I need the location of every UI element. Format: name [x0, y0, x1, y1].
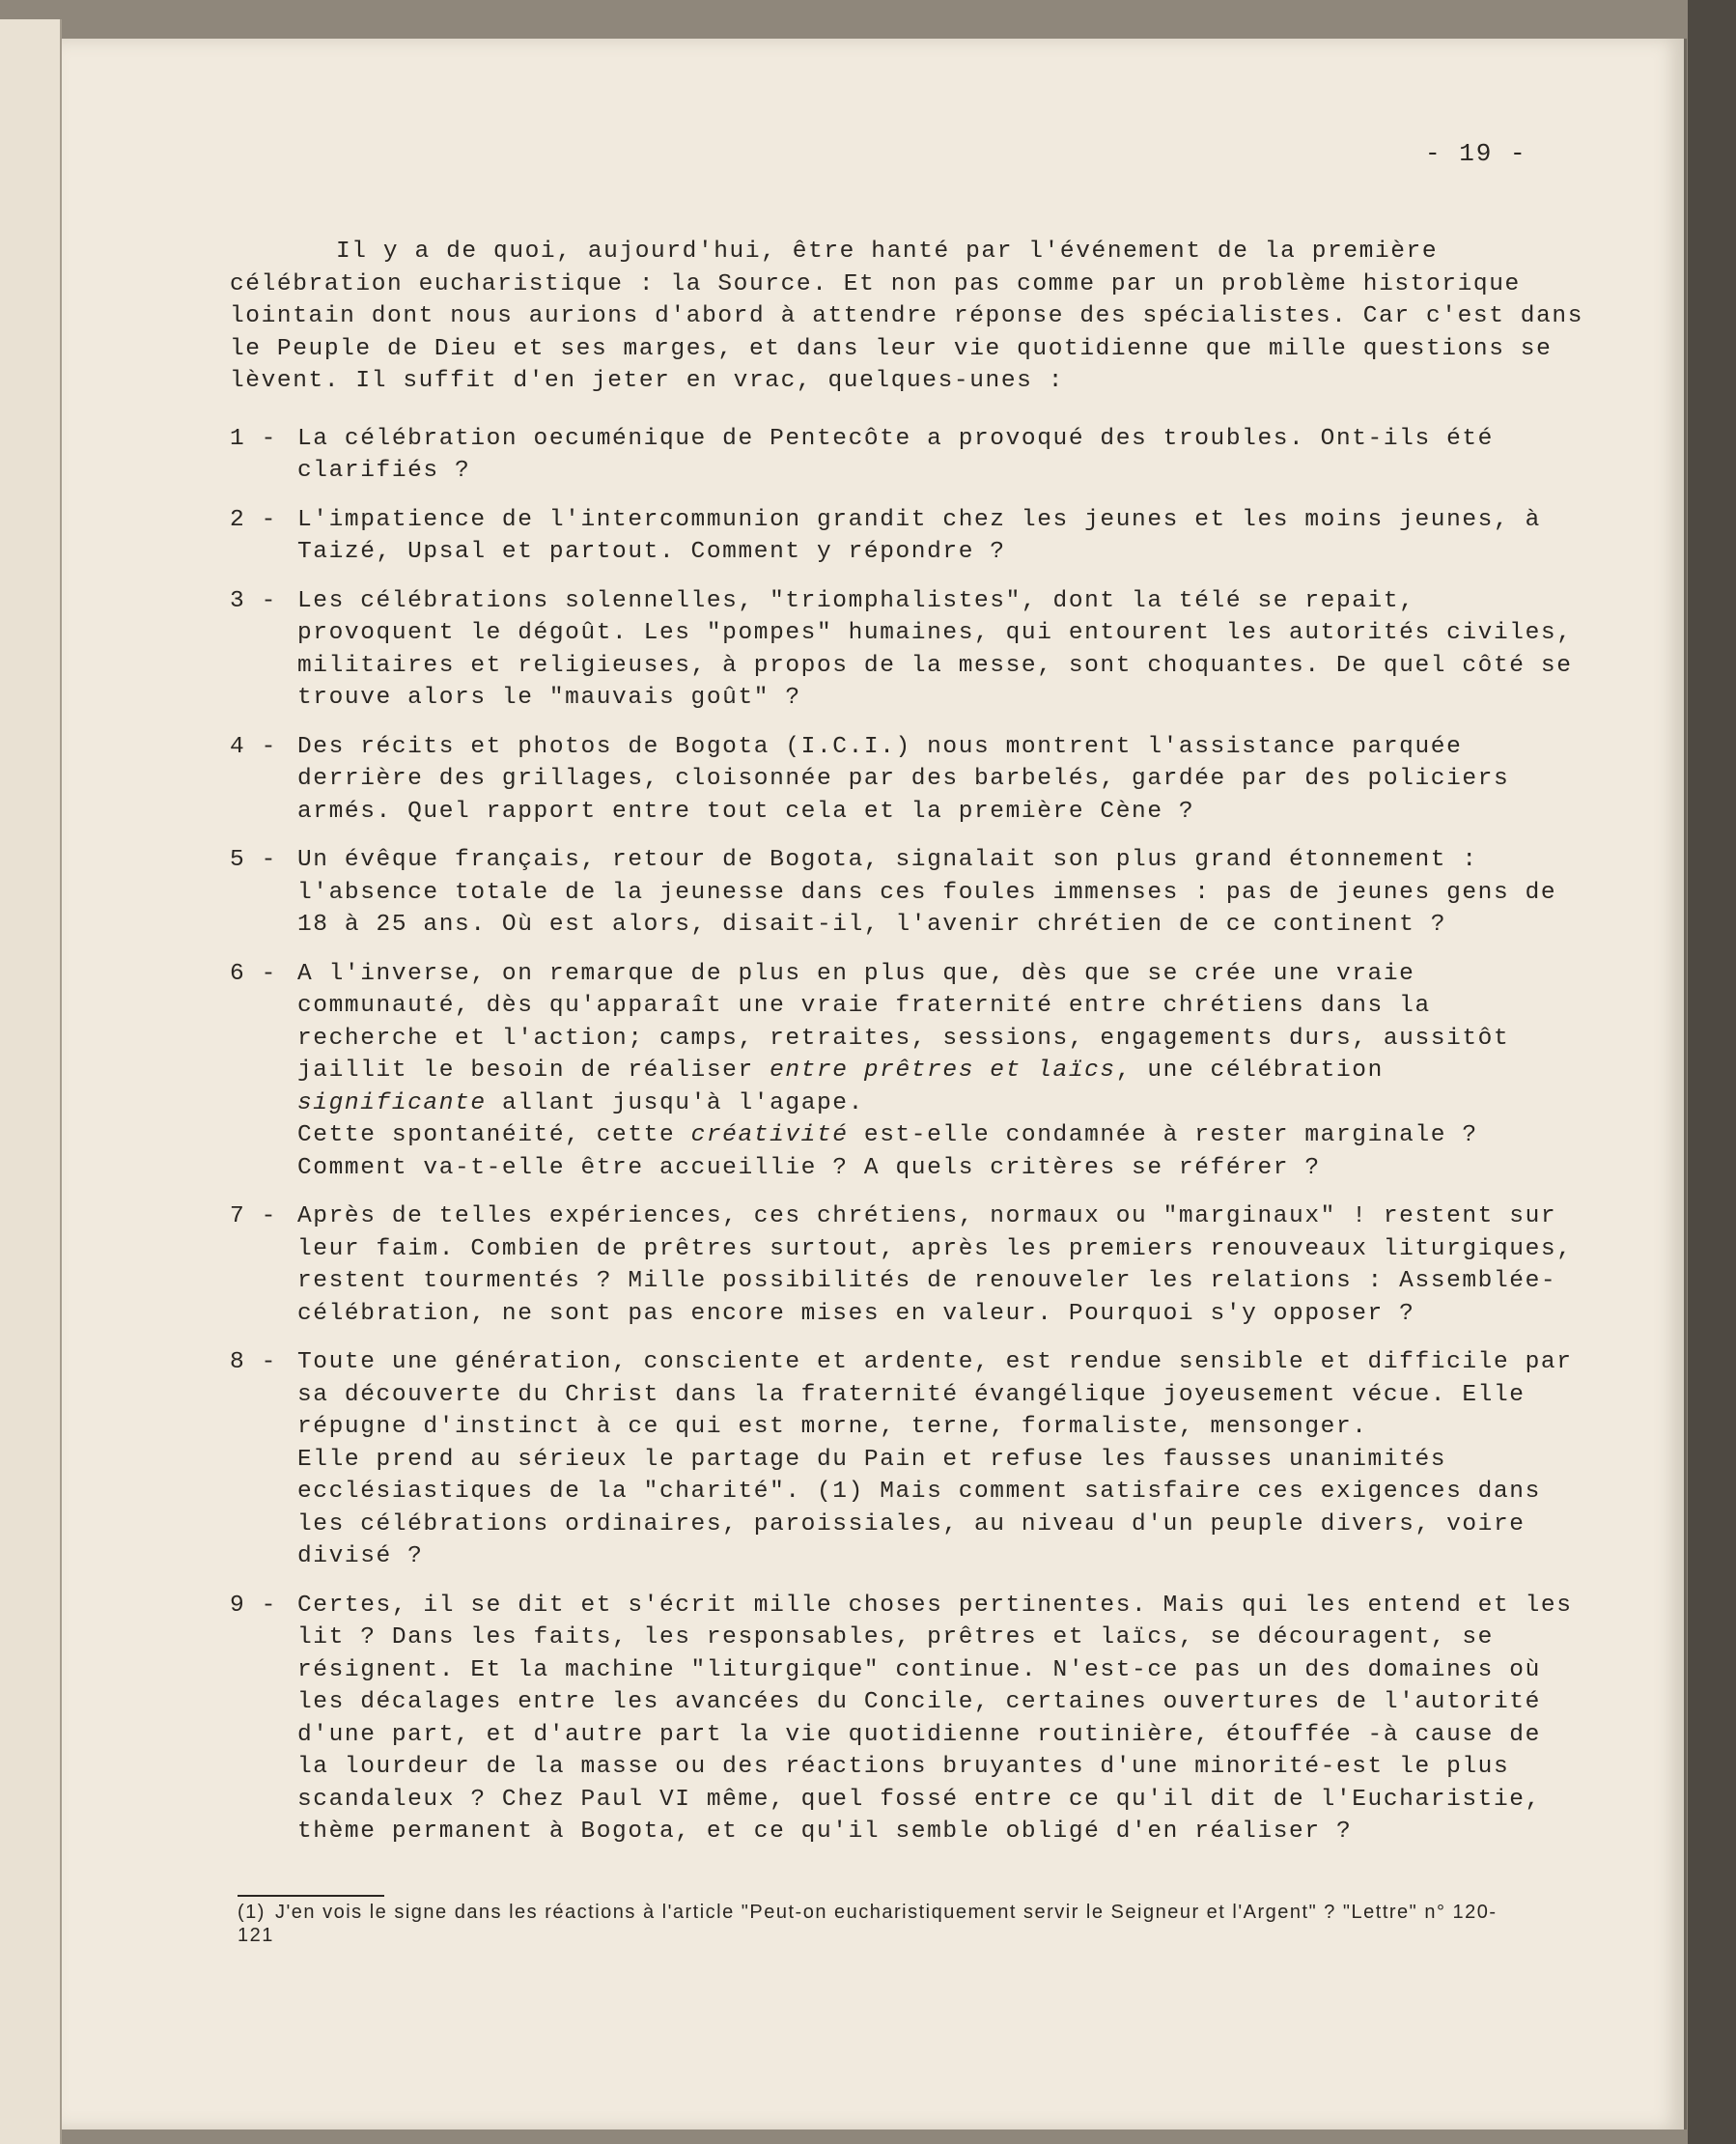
item-number: 8 -	[230, 1349, 277, 1375]
item-text: Des récits et photos de Bogota (I.C.I.) nous montrent l'assistance parquée derrière des grillages, cloisonnée par des barbelés, gardée par des policiers armés. Quel rapport entre tout cela et la première Cène ?	[297, 733, 1510, 825]
item-text: Les célébrations solennelles, "triomphalistes", dont la télé se repait, provoquent le dégoût. Les "pompes" humaines, qui entourent les autorités civiles, militaires et religieuses, à propos de la messe, sont choquantes. De quel côté se trouve alors le "mauvais goût" ?	[297, 587, 1573, 711]
item-text-part: A l'inverse, on remarque de plus en plus que, dès que se crée une vraie communauté, dès qu'apparaît une vraie fraternité entre chrétiens dans la recherche et l'action; camps, retraites, sessions, engagements durs, aussitôt jaillit le besoin de réaliser	[297, 960, 1510, 1084]
item-number: 7 -	[230, 1203, 277, 1229]
item-text: Certes, il se dit et s'écrit mille choses pertinentes. Mais qui les entend et les lit ? Dans les faits, les responsables, prêtres et laïcs, se découragent, se résignent. Et la machine "liturgique" continue. N'est-ce pas un des domaines où les décalages entre les avancées du Concile, certaines ouvertures de l'autorité d'une part, et d'autre part la vie quotidienne routinière, étouffée -à cause de la lourdeur de la masse ou des réactions bruyantes d'une minorité-est le plus scandaleux ? Chez Paul VI même, quel fossé entre ce qu'il dit de l'Eucharistie, thème permanent à Bogota, et ce qu'il semble obligé d'en réaliser ?	[297, 1592, 1573, 1845]
emphasis: entre prêtres et laïcs	[770, 1058, 1116, 1084]
list-item	[230, 504, 1620, 569]
page-number: - 19 -	[1425, 139, 1527, 168]
item-number: 1 -	[230, 425, 277, 452]
item-continuation: Elle prend au sérieux le partage du Pain et refuse les fausses unanimités ecclésiastiques de la "charité". (1) Mais comment satisfaire ces exigences dans les célébrations ordinaires, paroissiales, au niveau d'un peuple divers, voire divisé ?	[297, 1446, 1541, 1569]
item-text: Après de telles expériences, ces chrétiens, normaux ou "marginaux" ! restent sur leur faim. Combien de prêtres surtout, après les premiers renouveaux liturgiques, restent tourmentés ? Mille possibilités de renouveler les relations : Assemblée-célébration, ne sont pas encore mises en valeur. Pourquoi s'y opposer ?	[297, 1203, 1573, 1327]
footnote-label: (1)	[238, 1902, 266, 1923]
item-number: 6 -	[230, 960, 277, 987]
item-text-part: , une célébration	[1115, 1058, 1384, 1084]
emphasis: significante	[297, 1089, 487, 1116]
list-item	[230, 1200, 1620, 1330]
item-text: L'impatience de l'intercommunion grandit chez les jeunes et les moins jeunes, à Taizé, Upsal et partout. Comment y répondre ?	[297, 506, 1541, 565]
list-item	[230, 731, 1620, 829]
list-item	[230, 1590, 1620, 1848]
list-item	[230, 585, 1620, 715]
footnote-text: J'en vois le signe dans les réactions à l'article "Peut-on eucharistiquement servir le Seigneur et l'Argent" ? "Lettre" n° 120-121	[238, 1902, 1498, 1946]
list-item	[230, 958, 1620, 1185]
list-item	[230, 423, 1620, 488]
item-number: 5 -	[230, 847, 277, 873]
footnote-divider	[238, 1895, 384, 1897]
item-continuation	[297, 1119, 1582, 1184]
item-number: 4 -	[230, 733, 277, 760]
item-text	[297, 958, 1582, 1185]
body-text	[230, 236, 1620, 1865]
list-item	[230, 1346, 1620, 1573]
item-text: La célébration oecuménique de Pentecôte a provoqué des troubles. Ont-ils été clarifiés ?	[297, 425, 1494, 484]
item-text: Un évêque français, retour de Bogota, signalait son plus grand étonnement : l'absence totale de la jeunesse dans ces foules immenses : pas de jeunes gens de 18 à 25 ans. Où est alors, disait-il, l'avenir chrétien de ce continent ?	[297, 847, 1557, 938]
list-item	[230, 844, 1620, 942]
intro-paragraph: Il y a de quoi, aujourd'hui, être hanté par l'événement de la première célébration eucharistique : la Source. Et non pas comme par un problème historique lointain dont nous aurions d'abord à attendre réponse des spécialistes. Car c'est dans le Peuple de Dieu et ses marges, et dans leur vie quotidienne que mille questions se lèvent. Il suffit d'en jeter en vrac, quelques-unes :	[230, 239, 1584, 394]
scan-border	[1688, 0, 1736, 2144]
footnote	[238, 1901, 1522, 1947]
item-number: 9 -	[230, 1592, 277, 1619]
facing-page-edge	[0, 19, 62, 2144]
item-number: 2 -	[230, 506, 277, 533]
item-text-part: Cette spontanéité, cette	[297, 1122, 691, 1148]
item-text-part: est-elle condamnée à rester marginale ? Comment va-t-elle être accueillie ? A quels critères se référer ?	[297, 1122, 1478, 1181]
item-text	[297, 1346, 1582, 1573]
item-text-part: allant jusqu'à l'agape.	[486, 1089, 864, 1116]
item-number: 3 -	[230, 587, 277, 614]
emphasis: créativité	[690, 1122, 849, 1148]
item-text-part: Toute une génération, consciente et ardente, est rendue sensible et difficile par sa découverte du Christ dans la fraternité évangélique joyeusement vécue. Elle répugne d'instinct à ce qui est morne, terne, formaliste, mensonger.	[297, 1349, 1573, 1440]
